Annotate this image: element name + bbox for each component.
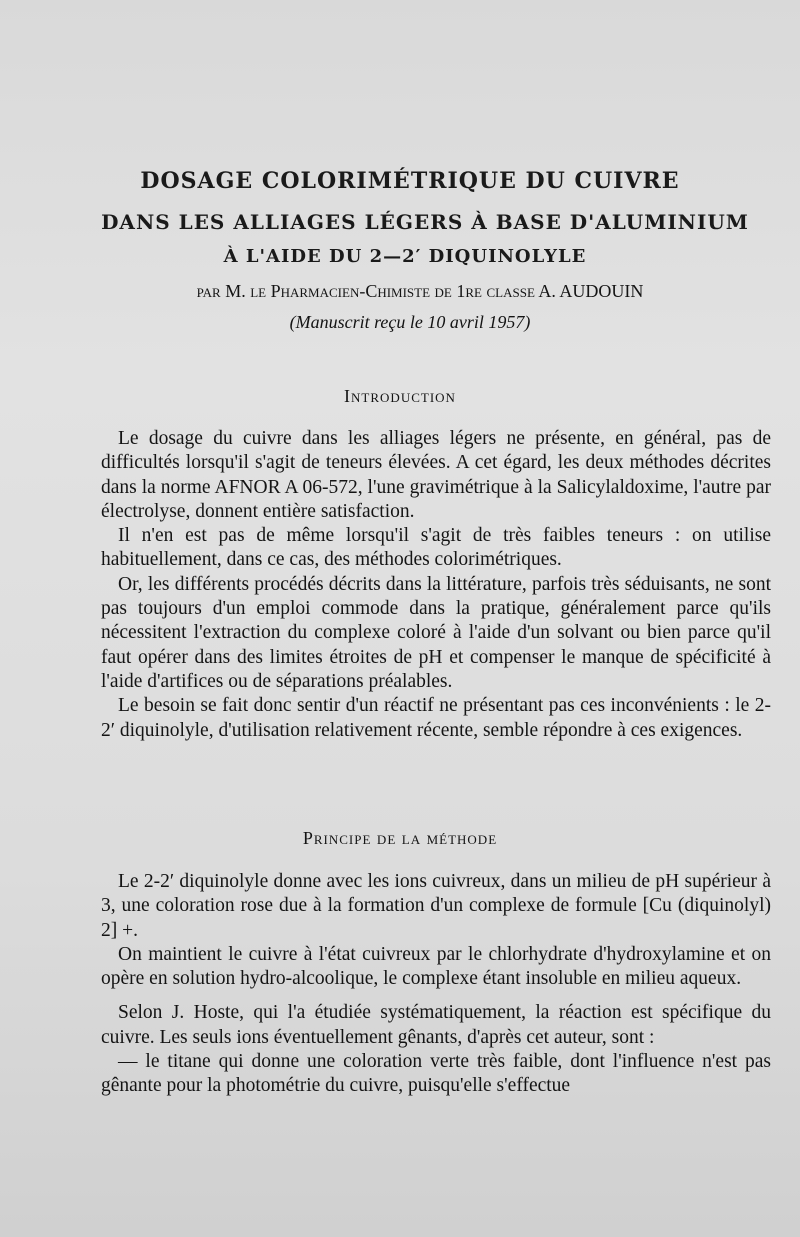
paragraph: — le titane qui donne une coloration verte très faible, dont l'influence n'est pas gênante pour la photométrie du cuivre, puisqu'elle s'effectue [101, 1051, 771, 1097]
title-line-1: DOSAGE COLORIMÉTRIQUE DU CUIVRE [140, 168, 680, 194]
paragraph: On maintient le cuivre à l'état cuivreux par le chlorhydrate d'hydroxylamine et on opère en solution hydro-alcoolique, le complexe étant insoluble en milieu aqueux. [101, 943, 771, 990]
received-date: (Manuscrit reçu le 10 avril 1957) [289, 312, 531, 332]
title-block [0, 168, 800, 333]
title-line-3: À L'AIDE DU 2—2′ DIQUINOLYLE [223, 246, 587, 267]
section-heading-introduction: Introduction [344, 386, 456, 406]
paragraph: Or, les différents procédés décrits dans la littérature, parfois très séduisants, ne sont pas toujours d'un emploi commode dans la pratique, généralement parce qu'ils nécessitent l'extraction du complexe coloré à l'aide d'un solvant ou bien parce qu'il faut opérer dans des limites étroites de pH et compenser le manque de spécificité à l'aide d'artifices ou de séparations préalables. [101, 573, 771, 692]
author-line: par M. le Pharmacien-Chimiste de 1re classe A. AUDOUIN [196, 281, 644, 301]
paragraph: Il n'en est pas de même lorsqu'il s'agit de très faibles teneurs : on utilise habituellement, dans ce cas, des méthodes colorimétriques. [101, 525, 771, 571]
title-line-2: DANS LES ALLIAGES LÉGERS À BASE D'ALUMINIUM [101, 210, 749, 234]
paragraph: Le dosage du cuivre dans les alliages légers ne présente, en général, pas de difficultés lorsqu'il s'agit de teneurs élevées. A cet égard, les deux méthodes décrites dans la norme AFNOR A 06-572, l'une gravimétrique à la Salicylaldoxime, l'autre par électrolyse, donnent entière satisfaction. [101, 428, 771, 522]
principe-body [101, 870, 771, 1099]
paragraph: Selon J. Hoste, qui l'a étudiée systématiquement, la réaction est spécifique du cuivre. Les seuls ions éventuellement gênants, d'après cet auteur, sont : [101, 1002, 771, 1048]
introduction-body [101, 427, 771, 743]
section-heading-principe: Principe de la méthode [302, 828, 498, 848]
paragraph: Le besoin se fait donc sentir d'un réactif ne présentant pas ces inconvénients : le 2-2′ diquinolyle, d'utilisation relativement récente, semble répondre à ces exigences. [101, 695, 771, 741]
paragraph: Le 2-2′ diquinolyle donne avec les ions cuivreux, dans un milieu de pH supérieur à 3, une coloration rose due à la formation d'un complexe de formule [Cu (diquinolyl) 2] +. [101, 871, 771, 941]
